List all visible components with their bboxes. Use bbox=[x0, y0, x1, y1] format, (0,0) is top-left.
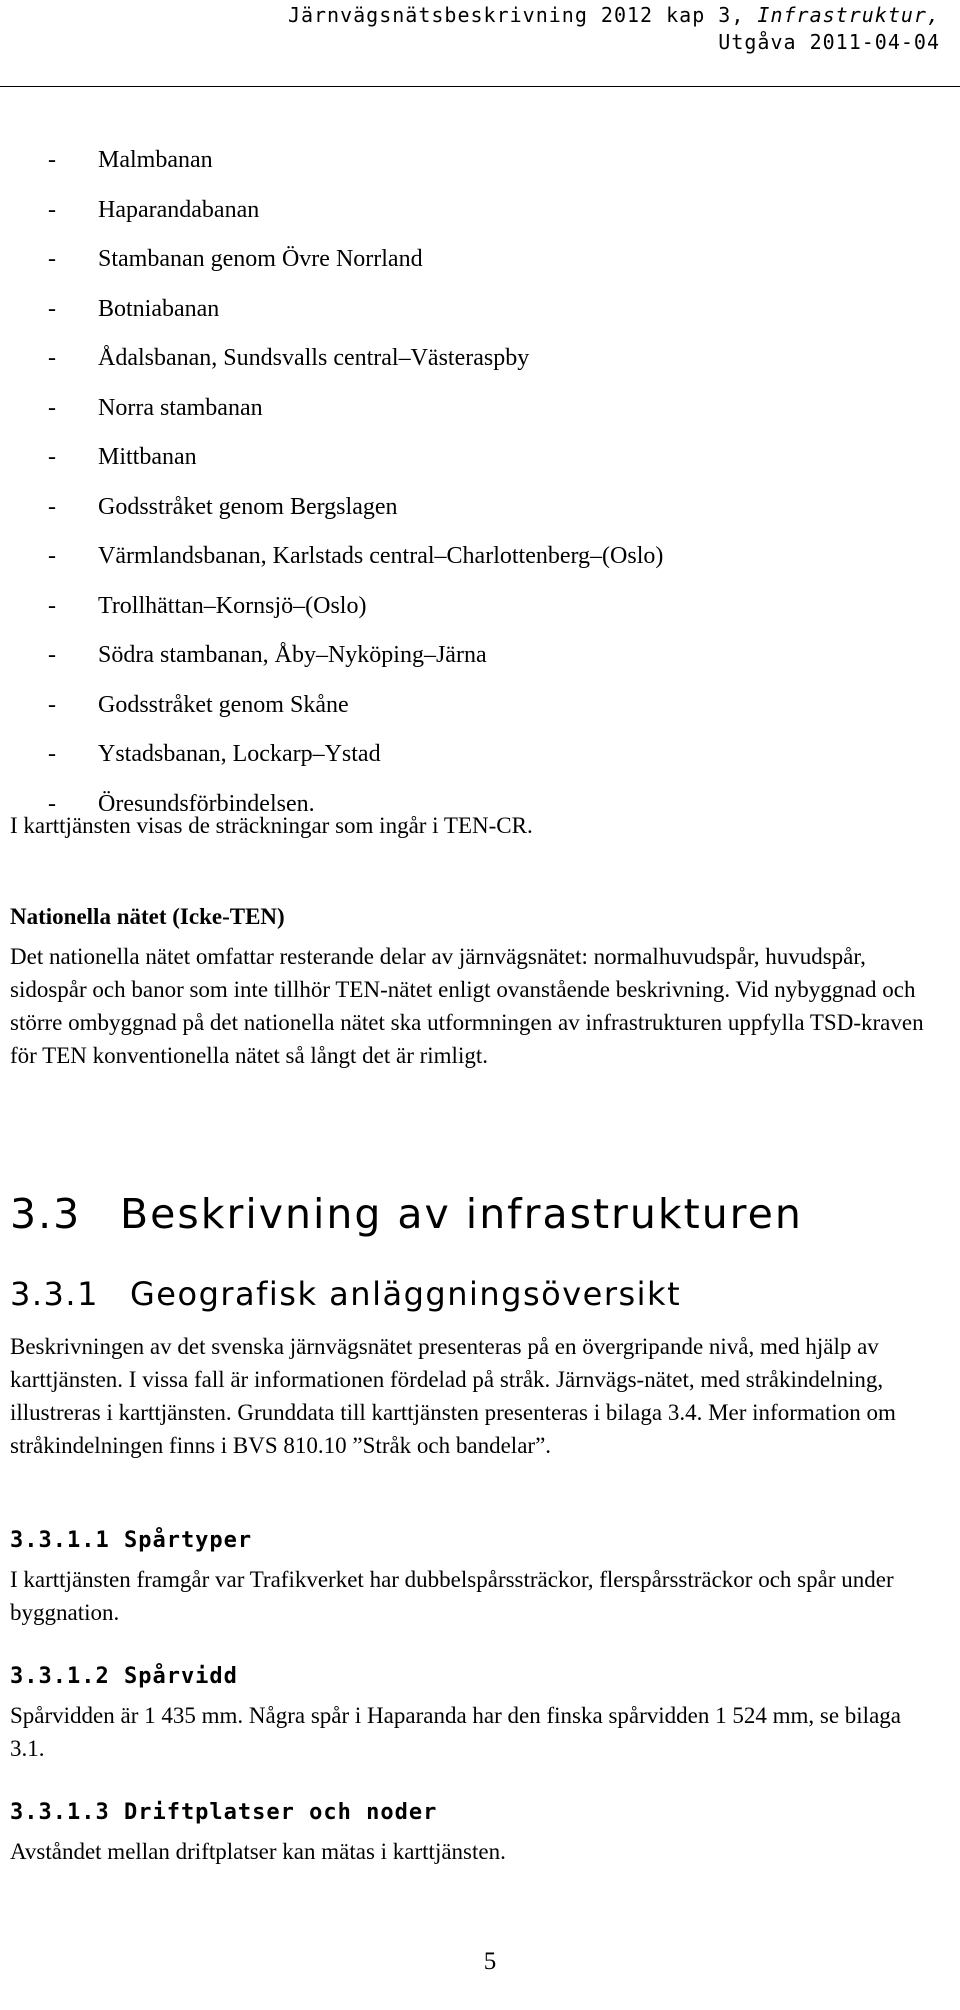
section-3-3-1-1-text: I karttjänsten framgår var Trafikverket har dubbelspårssträckor, flerspårssträckor och spår under byggnation. bbox=[10, 1567, 894, 1625]
list-item-text: Värmlandsbanan, Karlstads central–Charlottenberg–(Oslo) bbox=[98, 543, 664, 569]
header-document-title bbox=[288, 3, 940, 27]
list-item bbox=[48, 495, 663, 545]
section-3-3-1-1-heading: 3.3.1.1 Spårtyper bbox=[10, 1528, 253, 1553]
section-3-3-1-text: Beskrivningen av det svenska järnvägsnätet presenteras på en övergripande nivå, med hjälp av karttjänsten. I vissa fall är informationen fördelad på stråk. Järnvägs-nätet, med stråkindelning, illustreras i karttjänsten. Grunddata till karttjänsten presenteras i bilaga 3.4. Mer information om stråkindelningen finns i BVS 810.10 ”Stråk och bandelar”. bbox=[10, 1334, 896, 1458]
list-item bbox=[48, 445, 663, 495]
list-item bbox=[48, 297, 663, 347]
list-dash-marker: - bbox=[48, 196, 56, 223]
list-dash-marker: - bbox=[48, 444, 56, 470]
section-3-3-1-title: Geografisk anläggningsöversikt bbox=[130, 1275, 682, 1313]
section-3-3-1-number: 3.3.1 bbox=[10, 1275, 99, 1313]
list-item bbox=[48, 544, 663, 594]
section-3-3-1-2-heading: 3.3.1.2 Spårvidd bbox=[10, 1664, 238, 1689]
list-dash-marker: - bbox=[48, 147, 56, 173]
list-item bbox=[48, 693, 663, 743]
section-3-3-title: Beskrivning av infrastrukturen bbox=[120, 1190, 803, 1238]
header-title-italic: Infrastruktur, bbox=[757, 3, 940, 27]
page-header bbox=[0, 0, 960, 87]
list-item-text: Norra stambanan bbox=[98, 394, 263, 421]
list-dash-marker: - bbox=[48, 295, 56, 322]
list-dash-marker: - bbox=[48, 741, 56, 767]
list-item bbox=[48, 247, 663, 297]
map-note: I karttjänsten visas de sträckningar som ingår i TEN-CR. bbox=[10, 813, 533, 838]
list-dash-marker: - bbox=[48, 246, 56, 272]
list-dash-marker: - bbox=[48, 394, 56, 421]
list-item-text: Ystadsbanan, Lockarp–Ystad bbox=[98, 741, 381, 767]
ten-lines-list bbox=[48, 148, 663, 841]
list-item bbox=[48, 198, 663, 248]
list-dash-marker: - bbox=[48, 790, 56, 817]
list-item-text: Öresundsförbindelsen. bbox=[98, 790, 315, 817]
list-item bbox=[48, 594, 663, 644]
list-item-text: Stambanan genom Övre Norrland bbox=[98, 246, 423, 272]
section-3-3-1-3-text: Avståndet mellan driftplatser kan mätas i karttjänsten. bbox=[10, 1839, 506, 1864]
section-3-3-number: 3.3 bbox=[10, 1190, 82, 1238]
list-item bbox=[48, 148, 663, 198]
list-item bbox=[48, 346, 663, 396]
list-item-text: Malmbanan bbox=[98, 147, 213, 173]
list-item bbox=[48, 396, 663, 446]
list-item-text: Södra stambanan, Åby–Nyköping–Järna bbox=[98, 642, 487, 668]
list-item-text: Ådalsbanan, Sundsvalls central–Västeraspby bbox=[98, 345, 530, 371]
section-3-3-1-heading bbox=[10, 1275, 681, 1313]
list-item-text: Godsstråket genom Bergslagen bbox=[98, 493, 398, 520]
page-number: 5 bbox=[483, 1948, 497, 1975]
section-3-3-heading bbox=[10, 1190, 803, 1238]
list-dash-marker: - bbox=[48, 493, 56, 520]
national-network-heading: Nationella nätet (Icke-TEN) bbox=[10, 904, 285, 929]
list-dash-marker: - bbox=[48, 345, 56, 371]
list-dash-marker: - bbox=[48, 642, 56, 668]
list-item-text: Haparandabanan bbox=[98, 196, 260, 223]
list-item-text: Mittbanan bbox=[98, 444, 197, 470]
section-3-3-1-2-text: Spårvidden är 1 435 mm. Några spår i Haparanda har den finska spårvidden 1 524 mm, se bilaga 3.1. bbox=[10, 1703, 901, 1761]
list-item-text: Botniabanan bbox=[98, 295, 220, 322]
list-dash-marker: - bbox=[48, 691, 56, 718]
list-item bbox=[48, 643, 663, 693]
list-dash-marker: - bbox=[48, 543, 56, 569]
header-title-main: Järnvägsnätsbeskrivning 2012 kap 3, bbox=[287, 3, 758, 27]
list-item bbox=[48, 742, 663, 792]
section-3-3-1-3-heading: 3.3.1.3 Driftplatser och noder bbox=[10, 1800, 438, 1825]
list-item-text: Godsstråket genom Skåne bbox=[98, 691, 349, 718]
list-item-text: Trollhättan–Kornsjö–(Oslo) bbox=[98, 592, 367, 619]
header-edition: Utgåva 2011-04-04 bbox=[718, 30, 940, 54]
national-network-text: Det nationella nätet omfattar resterande delar av järnvägsnätet: normalhuvudspår, huvudspår, sidospår och banor som inte tillhör TEN-nätet enligt ovanstående beskrivning. Vid nybyggnad och större ombyggnad på det nationella nätet ska utformningen av infrastrukturen uppfylla TSD-kraven för TEN konventionella nätet så långt det är rimligt. bbox=[10, 944, 924, 1068]
list-dash-marker: - bbox=[48, 592, 56, 619]
